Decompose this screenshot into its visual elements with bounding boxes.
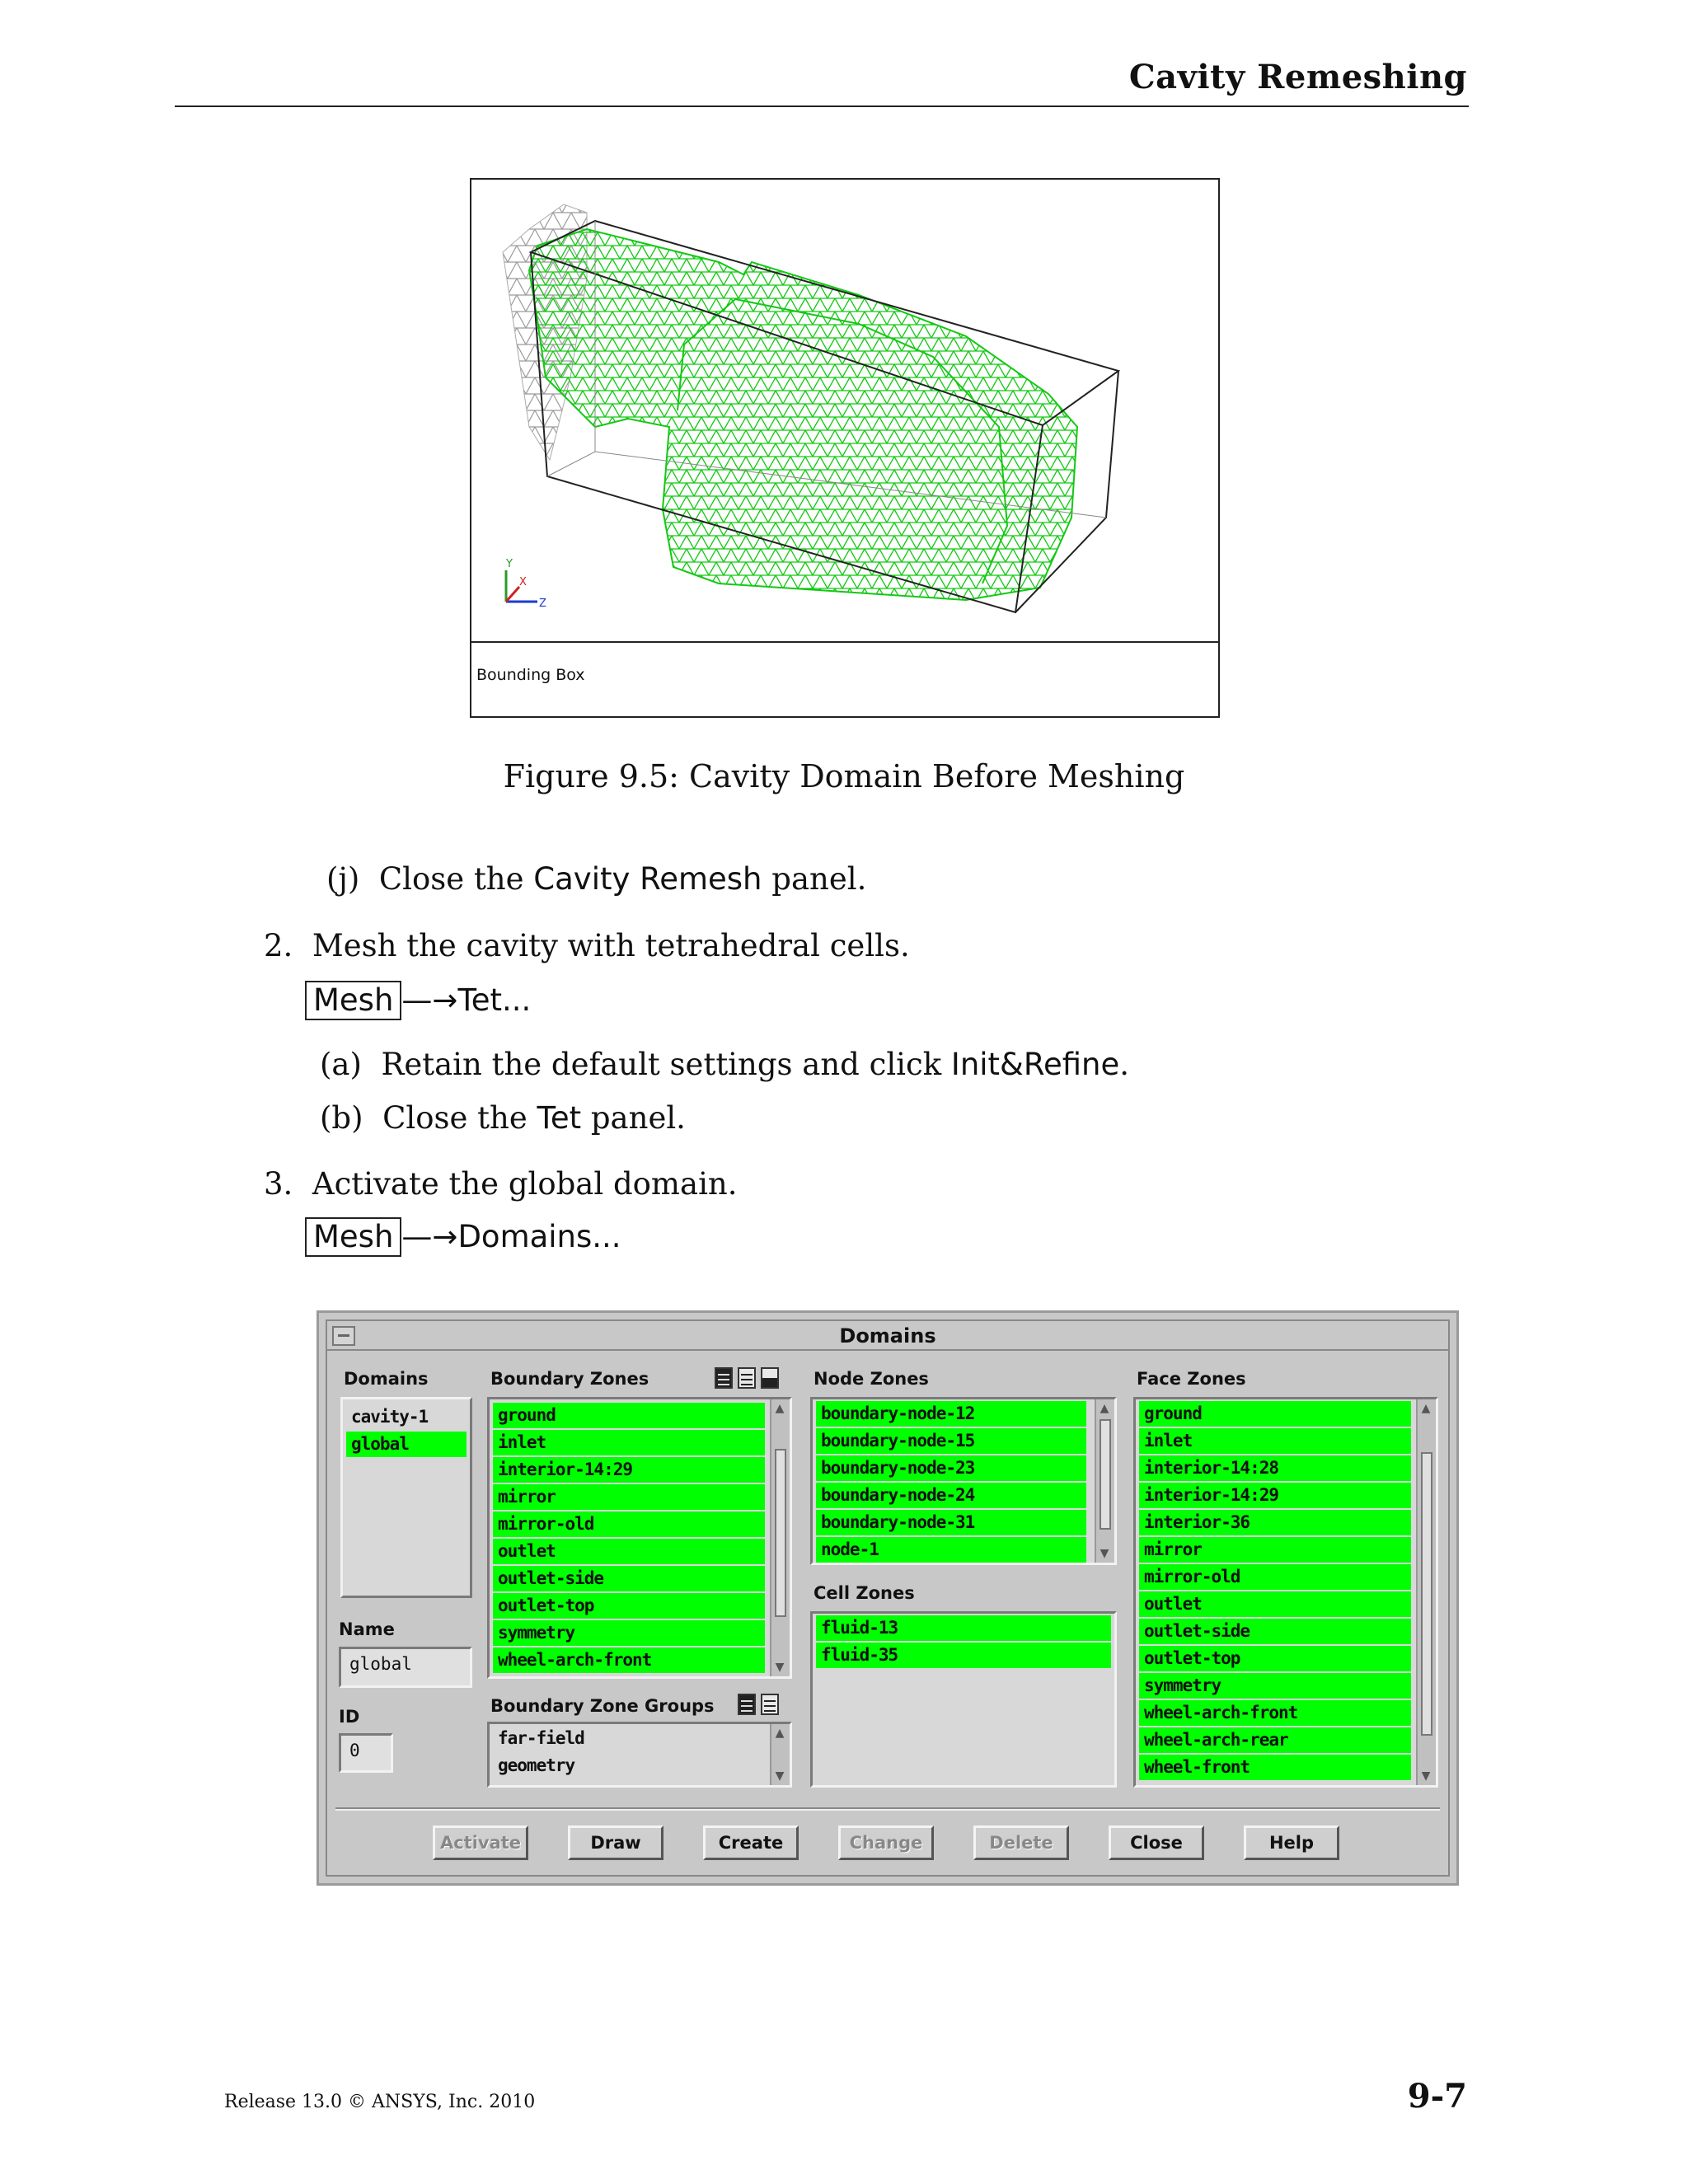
node-zone-item[interactable]: boundary-node-24 xyxy=(816,1483,1086,1508)
name-label: Name xyxy=(339,1619,395,1639)
domains-dialog xyxy=(316,1310,1459,1886)
footer-release: Release 13.0 © ANSYS, Inc. 2010 xyxy=(224,2092,536,2112)
node-zones-scrollbar[interactable] xyxy=(1095,1399,1114,1563)
mesh-graphics-window xyxy=(471,180,1218,638)
face-zones-scrollbar[interactable] xyxy=(1416,1399,1436,1785)
axis-label-z: Z xyxy=(539,598,546,610)
domain-item-cavity-1[interactable]: cavity-1 xyxy=(351,1407,429,1427)
draw-button[interactable]: Draw xyxy=(568,1825,663,1860)
figure-caption: Figure 9.5: Cavity Domain Before Meshing xyxy=(503,758,1185,794)
node-zone-item[interactable]: boundary-node-23 xyxy=(816,1455,1086,1481)
running-header-title: Cavity Remeshing xyxy=(1128,58,1467,96)
close-button[interactable]: Close xyxy=(1109,1825,1204,1860)
boundary-zones-label: Boundary Zones xyxy=(490,1369,649,1389)
scroll-down-icon[interactable]: ▼ xyxy=(775,1769,785,1783)
change-button[interactable]: Change xyxy=(838,1825,934,1860)
figure-status-text: Bounding Box xyxy=(476,666,585,684)
step-marker: 2. xyxy=(264,928,293,963)
axis-label-x: X xyxy=(519,576,527,588)
face-zone-item[interactable]: outlet-top xyxy=(1139,1646,1411,1671)
menu-path-domains xyxy=(305,1217,621,1257)
boundary-zone-item[interactable]: symmetry xyxy=(493,1620,765,1646)
menu-item-tet: Tet... xyxy=(457,982,532,1018)
boundary-zone-item[interactable]: outlet-side xyxy=(493,1566,765,1591)
face-zone-item[interactable]: wheel-arch-rear xyxy=(1139,1727,1411,1753)
menu-arrow: —→ xyxy=(401,982,458,1018)
axis-triad-icon xyxy=(505,558,546,610)
boundary-zone-item[interactable]: mirror-old xyxy=(493,1511,765,1537)
scroll-thumb[interactable] xyxy=(1421,1452,1432,1736)
scroll-up-icon[interactable]: ▲ xyxy=(1100,1402,1109,1415)
zone-group-item[interactable]: far-field xyxy=(498,1728,584,1748)
step-marker: (a) xyxy=(320,1047,362,1082)
face-zones-list[interactable] xyxy=(1133,1397,1438,1788)
button-row-separator xyxy=(335,1807,1440,1811)
face-zones-label: Face Zones xyxy=(1137,1369,1246,1389)
face-zone-item[interactable]: wheel-front xyxy=(1139,1755,1411,1780)
step-3: 3. Activate the global domain. xyxy=(264,1166,738,1202)
face-zone-item[interactable]: symmetry xyxy=(1139,1673,1411,1699)
step-a: (a) Retain the default settings and click Init&Refine. xyxy=(320,1047,1130,1082)
step-b: (b) Close the Tet panel. xyxy=(320,1100,686,1136)
cell-zones-label: Cell Zones xyxy=(814,1583,915,1603)
face-zone-item[interactable]: outlet-side xyxy=(1139,1619,1411,1644)
face-zone-item[interactable]: interior-14:28 xyxy=(1139,1455,1411,1481)
domains-list[interactable] xyxy=(340,1397,472,1598)
face-zone-item[interactable]: outlet xyxy=(1139,1591,1411,1617)
green-mesh-body xyxy=(529,229,1077,600)
ui-term: Init&Refine xyxy=(950,1047,1120,1082)
scroll-down-icon[interactable]: ▼ xyxy=(775,1661,785,1674)
face-zone-item[interactable]: mirror xyxy=(1139,1537,1411,1563)
scroll-up-icon[interactable]: ▲ xyxy=(775,1402,785,1415)
node-zones-label: Node Zones xyxy=(814,1369,929,1389)
boundary-zone-item[interactable]: inlet xyxy=(493,1430,765,1455)
menu-item-domains: Domains... xyxy=(457,1219,621,1254)
button-row xyxy=(327,1825,1448,1862)
boundary-zone-item[interactable]: mirror xyxy=(493,1484,765,1510)
ui-term: Cavity Remesh xyxy=(533,861,762,897)
zone-groups-scrollbar[interactable] xyxy=(770,1724,790,1785)
node-zones-list[interactable] xyxy=(810,1397,1117,1565)
figure-cavity-domain xyxy=(470,178,1220,718)
boundary-zone-item[interactable]: wheel-arch-front xyxy=(493,1647,765,1673)
axis-label-y: Y xyxy=(506,558,513,570)
step-marker: (b) xyxy=(320,1100,363,1136)
domain-item-global[interactable]: global xyxy=(346,1432,467,1457)
step-marker: (j) xyxy=(326,861,360,897)
scroll-thumb[interactable] xyxy=(1100,1419,1111,1530)
step-j: (j) Close the Cavity Remesh panel. xyxy=(326,861,867,897)
delete-button[interactable]: Delete xyxy=(973,1825,1069,1860)
id-label: ID xyxy=(339,1707,360,1727)
select-matching-icon[interactable] xyxy=(761,1367,779,1389)
scroll-up-icon[interactable]: ▲ xyxy=(775,1727,785,1740)
face-zone-item[interactable]: mirror-old xyxy=(1139,1564,1411,1590)
face-zone-item[interactable]: interior-36 xyxy=(1139,1510,1411,1535)
deselect-all-groups-icon[interactable] xyxy=(761,1694,779,1715)
step-marker: 3. xyxy=(264,1166,293,1202)
select-all-groups-icon[interactable] xyxy=(738,1694,756,1715)
menu-box-mesh: Mesh xyxy=(305,981,401,1020)
activate-button[interactable]: Activate xyxy=(433,1825,528,1860)
step-2: 2. Mesh the cavity with tetrahedral cells. xyxy=(264,928,910,963)
menu-box-mesh: Mesh xyxy=(305,1217,401,1257)
face-zone-item[interactable]: ground xyxy=(1139,1401,1411,1427)
scroll-up-icon[interactable]: ▲ xyxy=(1421,1402,1431,1415)
node-zone-item[interactable]: node-1 xyxy=(816,1537,1086,1563)
boundary-zone-item[interactable]: ground xyxy=(493,1403,765,1428)
menu-arrow: —→ xyxy=(401,1219,458,1254)
dialog-titlebar[interactable] xyxy=(327,1321,1448,1351)
boundary-zone-item[interactable]: interior-14:29 xyxy=(493,1457,765,1483)
boundary-zone-groups-label: Boundary Zone Groups xyxy=(490,1696,715,1716)
zone-group-item[interactable]: geometry xyxy=(498,1755,575,1775)
scroll-down-icon[interactable]: ▼ xyxy=(1100,1547,1109,1560)
face-zone-item[interactable]: interior-14:29 xyxy=(1139,1483,1411,1508)
create-button[interactable]: Create xyxy=(703,1825,799,1860)
node-zone-item[interactable]: boundary-node-15 xyxy=(816,1428,1086,1454)
page-number: 9-7 xyxy=(1407,2077,1467,2116)
menu-path-tet xyxy=(305,981,531,1020)
cell-zone-item[interactable]: fluid-35 xyxy=(816,1643,1111,1668)
ui-term: Tet xyxy=(537,1100,582,1136)
boundary-zone-groups-list[interactable] xyxy=(487,1722,792,1788)
boundary-zones-scrollbar[interactable] xyxy=(770,1399,790,1676)
deselect-all-icon[interactable] xyxy=(738,1367,756,1389)
boundary-zone-item[interactable]: outlet-top xyxy=(493,1593,765,1619)
dialog-body xyxy=(326,1319,1450,1877)
help-button[interactable]: Help xyxy=(1244,1825,1339,1860)
dialog-title: Domains xyxy=(839,1324,936,1347)
cell-zone-item[interactable]: fluid-13 xyxy=(816,1615,1111,1641)
node-zone-item[interactable]: boundary-node-12 xyxy=(816,1401,1086,1427)
header-rule xyxy=(175,105,1469,107)
domains-label: Domains xyxy=(344,1369,429,1389)
face-zone-item[interactable]: inlet xyxy=(1139,1428,1411,1454)
figure-status-divider xyxy=(471,641,1218,643)
boundary-zones-list[interactable] xyxy=(487,1397,792,1679)
node-zone-item[interactable]: boundary-node-31 xyxy=(816,1510,1086,1535)
select-all-icon[interactable] xyxy=(715,1367,733,1389)
id-field[interactable]: 0 xyxy=(339,1733,393,1773)
name-field[interactable]: global xyxy=(339,1647,472,1688)
scroll-down-icon[interactable]: ▼ xyxy=(1421,1769,1431,1783)
boundary-zone-item[interactable]: outlet xyxy=(493,1539,765,1564)
face-zone-item[interactable]: wheel-arch-front xyxy=(1139,1700,1411,1726)
cell-zones-list[interactable] xyxy=(810,1611,1117,1788)
scroll-thumb[interactable] xyxy=(775,1449,786,1617)
